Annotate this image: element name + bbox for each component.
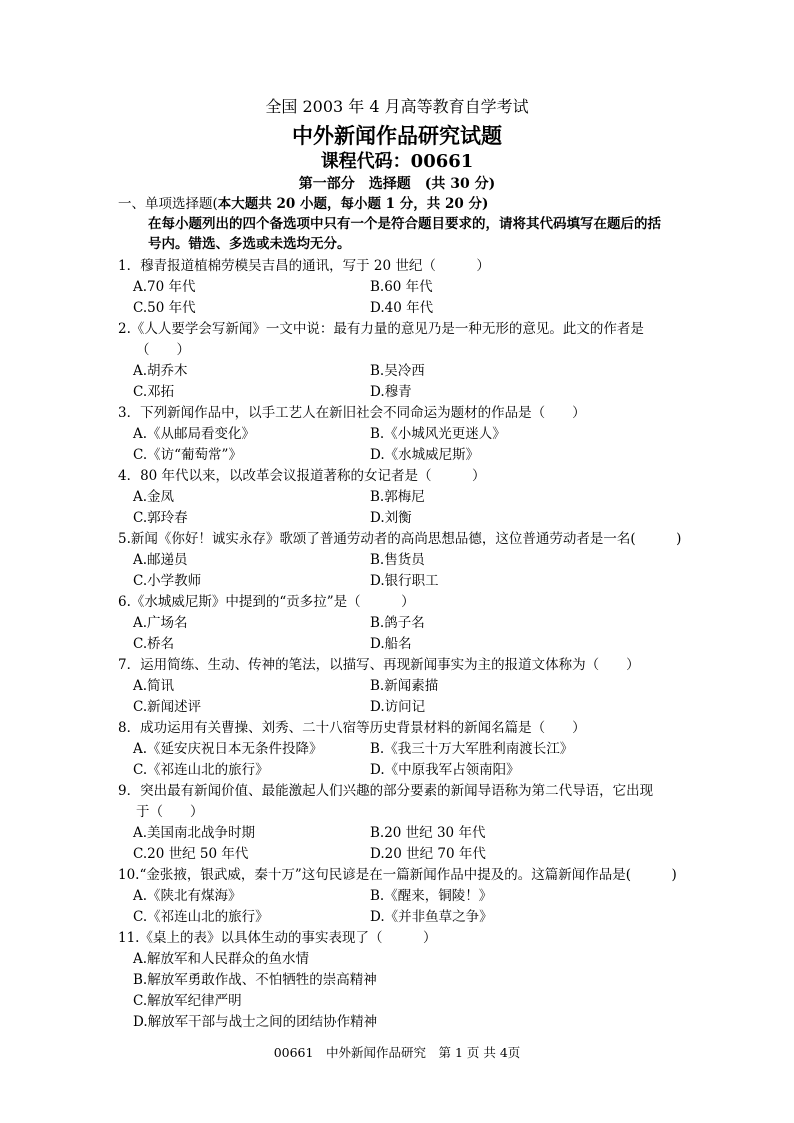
answer-option: D.《水城威尼斯》 (370, 447, 480, 463)
answer-option: C.解放军纪律严明 (133, 993, 242, 1009)
answer-option: C.《祁连山北的旅行》 (133, 762, 269, 778)
section-title (118, 195, 488, 214)
option-row (0, 298, 794, 319)
exam-title-line: 全国 2003 年 4 月高等教育自学考试 (265, 97, 529, 116)
option-row (0, 676, 794, 697)
answer-option: C.《祁连山北的旅行》 (133, 909, 269, 925)
option-row (0, 613, 794, 634)
option-row (0, 697, 794, 718)
option-row (0, 277, 794, 298)
answer-option: A.胡乔木 (133, 363, 188, 379)
answer-option: A.《陕北有煤海》 (133, 888, 242, 904)
option-row (0, 634, 794, 655)
answer-option: B.60 年代 (370, 279, 433, 295)
question-list (0, 256, 794, 1033)
answer-option: A.邮递员 (133, 552, 188, 568)
question-stem: 9．突出最有新闻价值、最能激起人们兴趣的部分要素的新闻导语称为第二代导语，它出现 (118, 783, 654, 799)
answer-option: C.《访“葡萄常”》 (133, 447, 242, 463)
question-stem-continuation: 于（ ） (136, 804, 204, 820)
question-item (0, 256, 794, 319)
option-row (0, 823, 794, 844)
course-code: 课程代码：00661 (320, 151, 474, 172)
answer-option: B.《小城风光更迷人》 (370, 426, 506, 442)
answer-option: D.《中原我军占领南阳》 (370, 762, 520, 778)
answer-option: D.20 世纪 70 年代 (370, 846, 486, 862)
question-item (0, 928, 794, 1033)
option-row (0, 760, 794, 781)
answer-option: A.金凤 (133, 489, 175, 505)
answer-option: D.解放军干部与战士之间的团结协作精神 (133, 1014, 378, 1030)
answer-option: C.小学教师 (133, 573, 202, 589)
question-stem: 1．穆青报道植棉劳模吴吉昌的通讯，写于 20 世纪（ ） (118, 258, 490, 274)
question-item (0, 592, 794, 655)
answer-option: B.《醒来，铜陵！》 (370, 888, 493, 904)
answer-option: D.《并非鱼草之争》 (370, 909, 493, 925)
answer-option: C.邓拓 (133, 384, 175, 400)
option-row (0, 382, 794, 403)
option-row (0, 571, 794, 592)
answer-option: A.广场名 (133, 615, 188, 631)
option-row (0, 445, 794, 466)
answer-option: B.鸽子名 (370, 615, 425, 631)
answer-option: B.郭梅尼 (370, 489, 425, 505)
question-item (0, 781, 794, 865)
question-stem-continuation: （ ） (136, 342, 190, 358)
answer-option: A.《从邮局看变化》 (133, 426, 256, 442)
option-row (0, 487, 794, 508)
answer-option: A.《延安庆祝日本无条件投降》 (133, 741, 323, 757)
answer-option: B.吴冷西 (370, 363, 425, 379)
subject-title: 中外新闻作品研究试题 (292, 123, 502, 148)
answer-option: A.70 年代 (133, 279, 196, 295)
question-stem: 6.《水城威尼斯》中提到的“贡多拉”是（ ） (118, 594, 415, 610)
question-stem: 11.《桌上的表》以具体生动的事实表现了（ ） (118, 930, 437, 946)
answer-option: A.简讯 (133, 678, 175, 694)
answer-option: B.20 世纪 30 年代 (370, 825, 486, 841)
question-stem: 8．成功运用有关曹操、刘秀、二十八宿等历史背景材料的新闻名篇是（ ） (118, 720, 586, 736)
question-item (0, 718, 794, 781)
answer-option: C.50 年代 (133, 300, 196, 316)
question-stem: 3．下列新闻作品中，以手工艺人在新旧社会不同命运为题材的作品是（ ） (118, 405, 586, 421)
answer-option: C.桥名 (133, 636, 175, 652)
answer-option: D.刘衡 (370, 510, 412, 526)
answer-option: A.解放军和人民群众的鱼水情 (133, 951, 310, 967)
option-row (0, 508, 794, 529)
question-stem: 4．80 年代以来，以改革会议报道著称的女记者是（ ） (118, 468, 486, 484)
answer-option: B.售货员 (370, 552, 425, 568)
option-row (0, 886, 794, 907)
section-instruction-line1: 在每小题列出的四个备选项中只有一个是符合题目要求的，请将其代码填写在题后的括 (148, 216, 661, 232)
part-heading: 第一部分 选择题 (共 30 分) (298, 176, 496, 192)
answer-option: C.新闻述评 (133, 699, 202, 715)
answer-option: D.银行职工 (370, 573, 439, 589)
option-row (0, 739, 794, 760)
question-item (0, 403, 794, 466)
answer-option: B.《我三十万大军胜利南渡长江》 (370, 741, 574, 757)
question-item (0, 466, 794, 529)
answer-option: C.20 世纪 50 年代 (133, 846, 249, 862)
question-stem: 2.《人人要学会写新闻》一文中说：最有力量的意见乃是一种无形的意见。此文的作者是 (118, 321, 644, 337)
section-instruction-line2: 号内。错选、多选或未选均无分。 (148, 236, 351, 252)
answer-option: D.穆青 (370, 384, 412, 400)
section-title-plain: 一、单项选择题( (118, 196, 218, 212)
option-row (0, 844, 794, 865)
option-row (0, 550, 794, 571)
answer-option: D.船名 (370, 636, 412, 652)
answer-option: B.解放军勇敢作战、不怕牺牲的崇高精神 (133, 972, 377, 988)
answer-option: D.40 年代 (370, 300, 434, 316)
question-item (0, 529, 794, 592)
question-stem: 10.“金张掖，银武威，秦十万”这句民谚是在一篇新闻作品中提及的。这篇新闻作品是( ) (118, 867, 677, 883)
question-item (0, 655, 794, 718)
option-row (0, 361, 794, 382)
option-row (0, 424, 794, 445)
page-footer: 00661 中外新闻作品研究 第 1 页 共 4页 (273, 1045, 521, 1060)
question-item (0, 319, 794, 403)
question-stem: 7．运用简练、生动、传神的笔法，以描写、再现新闻事实为主的报道文体称为（ ） (118, 657, 640, 673)
option-row (0, 907, 794, 928)
answer-option: C.郭玲春 (133, 510, 188, 526)
question-item (0, 865, 794, 928)
answer-option: B.新闻素描 (370, 678, 439, 694)
answer-option: D.访问记 (370, 699, 426, 715)
section-title-bold: 本大题共 20 小题，每小题 1 分，共 20 分) (217, 196, 489, 212)
question-stem: 5.新闻《你好！诚实永存》歌颂了普通劳动者的高尚思想品德，这位普通劳动者是一名( ) (118, 531, 682, 547)
answer-option: A.美国南北战争时期 (133, 825, 256, 841)
